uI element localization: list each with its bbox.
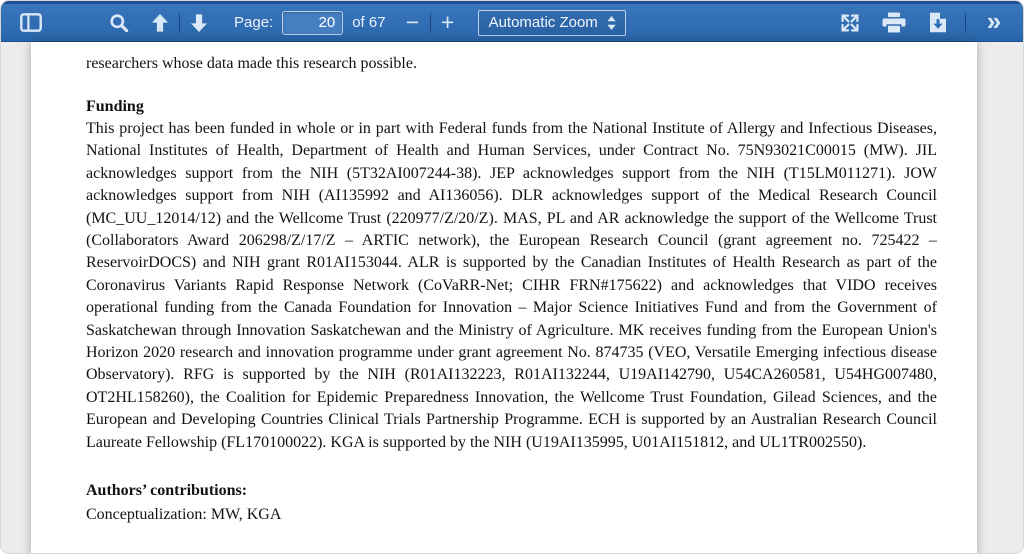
page-up-icon [150,13,170,33]
page-number-input[interactable] [282,11,343,35]
sidebar-toggle-icon [20,13,42,32]
zoom-in-icon: + [440,9,455,35]
more-tools-icon: » [986,6,1000,36]
print-button[interactable] [877,7,911,39]
find-button[interactable] [102,7,136,39]
print-icon [882,12,906,33]
more-tools-button[interactable] [976,7,1010,39]
funding-heading: Funding [86,98,144,115]
download-button[interactable] [921,7,955,39]
select-caret-icon [607,16,616,30]
presentation-mode-button[interactable] [833,7,867,39]
zoom-out-button[interactable] [400,7,426,39]
page-down-icon [189,13,209,33]
funding-paragraph: This project has been funded in whole or in part with Federal funds from the National Institute of Allergy and Infectious Diseases, National Institutes of Health, Department of Health and Human Services, under Contract No. 75N93021C00015 (MW). JIL acknowledges support from the NIH (5T32AI007244-38). JEP acknowledges support from the NIH (T15LM011271). JOW acknowledges support from NIH (AI135992 and AI136056). DLR acknowledges support of the Medical Research Council (MC_UU_12014/12) and the Wellcome Trust (220977/Z/20/Z). MAS, PL and AR acknowledge the support of the Wellcome Trust (Collaborators Award 206298/Z/17/Z – ARTIC network), the European Research Council (grant agreement no. 725422 – ReservoirDOCS) and NIH grant R01AI153044. ALR is supported by the Canadian Institutes of Health Research as part of the Coronavirus Variants Rapid Response Network (CoVaRR-Net; CIHR FRN#175622) and acknowledges that VIDO receives operational funding from the Canada Foundation for Innovation – Major Science Initiatives Fund and from the Government of Saskatchewan through Innovation Saskatchewan and the Ministry of Agriculture. MK receives funding from the European Union's Horizon 2020 research and innovation programme under grant agreement No. 874735 (VEO, Versatile Emerging infectious disease Observatory). RFG is supported by the NIH (R01AI132223, R01AI132244, U19AI142790, U54CA260581, U54HG007480, OT2HL158260), the Coalition for Epidemic Preparedness Innovation, the Wellcome Trust Foundation, Gilead Sciences, and the European and Developing Countries Clinical Trials Partnership Programme. ECH is supported by an Australian Research Council Laureate Fellowship (FL170100022). KGA is supported by the NIH (U19AI135995, U01AI151812, and UL1TR002550). [86,120,937,451]
zoom-select-value: Automatic Zoom [488,14,598,31]
intro-line: researchers whose data made this research possible. [86,55,417,72]
viewer-area[interactable] [1,42,1023,553]
zoom-out-icon: − [405,9,420,35]
sidebar-toggle-button[interactable] [14,7,48,39]
previous-page-button[interactable] [145,7,175,39]
toolbar-divider [430,13,431,33]
zoom-select[interactable] [478,10,626,36]
presentation-mode-icon [840,13,860,33]
next-page-button[interactable] [184,7,214,39]
document-page [31,42,977,554]
search-icon [109,13,129,33]
toolbar-divider [179,13,180,33]
toolbar-right-group [833,7,1010,39]
pdf-toolbar [1,1,1023,42]
page-label: Page: [234,14,274,31]
authors-heading: Authors’ contributions: [86,482,248,500]
authors-first-line: Conceptualization: MW, KGA [86,506,282,524]
toolbar-divider [965,13,966,33]
download-icon [929,12,947,33]
zoom-in-button[interactable] [435,7,461,39]
page-count-label: of 67 [352,14,386,31]
